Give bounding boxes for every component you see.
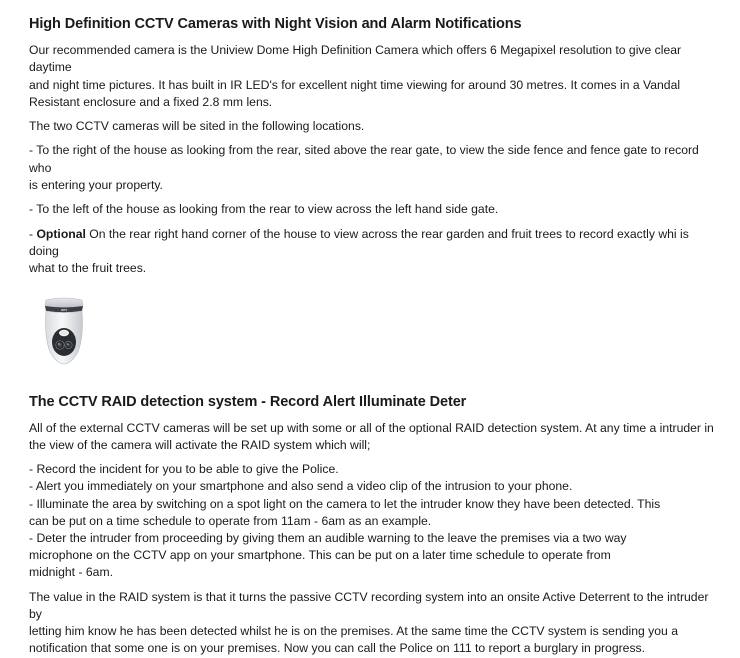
optional-label: Optional bbox=[36, 226, 86, 241]
location-1-line-2: is entering your property. bbox=[29, 178, 163, 193]
dome-camera-icon bbox=[40, 296, 88, 372]
location-1-line-1: - To the right of the house as looking from the rear, sited above the rear gate, to view the side fence and fence gate to record who bbox=[29, 143, 699, 175]
raid-item-deter bbox=[29, 530, 719, 582]
raid-intro-paragraph bbox=[29, 420, 719, 455]
optional-location-paragraph bbox=[29, 226, 719, 278]
camera-intro-paragraph bbox=[29, 42, 719, 111]
sited-paragraph: The two CCTV cameras will be sited in the following locations. bbox=[29, 119, 365, 134]
dome-camera-image bbox=[40, 296, 88, 372]
raid-value-line-2: letting him know he has been detected whilst he is on the premises. At the same time the CCTV system is sending you a bbox=[29, 624, 678, 639]
raid-value-paragraph bbox=[29, 589, 719, 658]
raid-item-illuminate bbox=[29, 496, 719, 530]
optional-line-2: what to the fruit trees. bbox=[29, 261, 147, 276]
location-1-paragraph bbox=[29, 142, 719, 194]
location-2-paragraph: - To the left of the house as looking from the rear to view across the left hand side gate. bbox=[29, 202, 499, 217]
optional-line-1: On the rear right hand corner of the house to view across the rear garden and fruit trees to record exactly whi is doing bbox=[29, 226, 689, 258]
camera-brand-logo: unv bbox=[60, 307, 68, 312]
raid-item-record: - Record the incident for you to be able to give the Police. bbox=[29, 462, 339, 477]
camera-intro-line-2: and night time pictures. It has built in IR LED's for excellent night time viewing for around 30 metres. It comes in a Vandal bbox=[29, 77, 681, 92]
camera-intro-line-3: Resistant enclosure and a fixed 2.8 mm lens. bbox=[29, 94, 273, 109]
section-title-raid: The CCTV RAID detection system - Record Alert Illuminate Deter bbox=[29, 393, 467, 410]
camera-intro-line-1: Our recommended camera is the Uniview Dome High Definition Camera which offers 6 Megapixel resolution to give clear daytime bbox=[29, 43, 682, 75]
raid-item-deter-line-1: - Deter the intruder from proceeding by giving them an audible warning to the leave the premises via a two way bbox=[29, 530, 627, 545]
raid-item-alert: - Alert you immediately on your smartphone and also send a video clip of the intrusion to your phone. bbox=[29, 479, 573, 494]
raid-intro-line-1: All of the external CCTV cameras will be set up with some or all of the optional RAID detection system. At any time a intruder in bbox=[29, 420, 714, 435]
document-page bbox=[29, 14, 719, 658]
section-title-cameras: High Definition CCTV Cameras with Night Vision and Alarm Notifications bbox=[29, 16, 522, 32]
raid-item-deter-line-3: midnight - 6am. bbox=[29, 565, 113, 580]
optional-prefix: - bbox=[29, 226, 37, 241]
raid-actions-list bbox=[29, 461, 719, 581]
raid-value-line-3: notification that some one is on your premises. Now you can call the Police on 111 to report a burglary in progress. bbox=[29, 641, 646, 656]
raid-intro-line-2: the view of the camera will activate the RAID system which will; bbox=[29, 437, 371, 452]
raid-item-deter-line-2: microphone on the CCTV app on your smartphone. This can be put on a later time schedule to operate from bbox=[29, 548, 611, 563]
raid-item-illuminate-line-2: can be put on a time schedule to operate from 11am - 6am as an example. bbox=[29, 513, 432, 528]
raid-item-illuminate-line-1: - Illuminate the area by switching on a spot light on the camera to let the intruder know they have been detected. This bbox=[29, 496, 661, 511]
raid-value-line-1: The value in the RAID system is that it turns the passive CCTV recording system into an onsite Active Deterrent to the intruder by bbox=[29, 589, 709, 621]
